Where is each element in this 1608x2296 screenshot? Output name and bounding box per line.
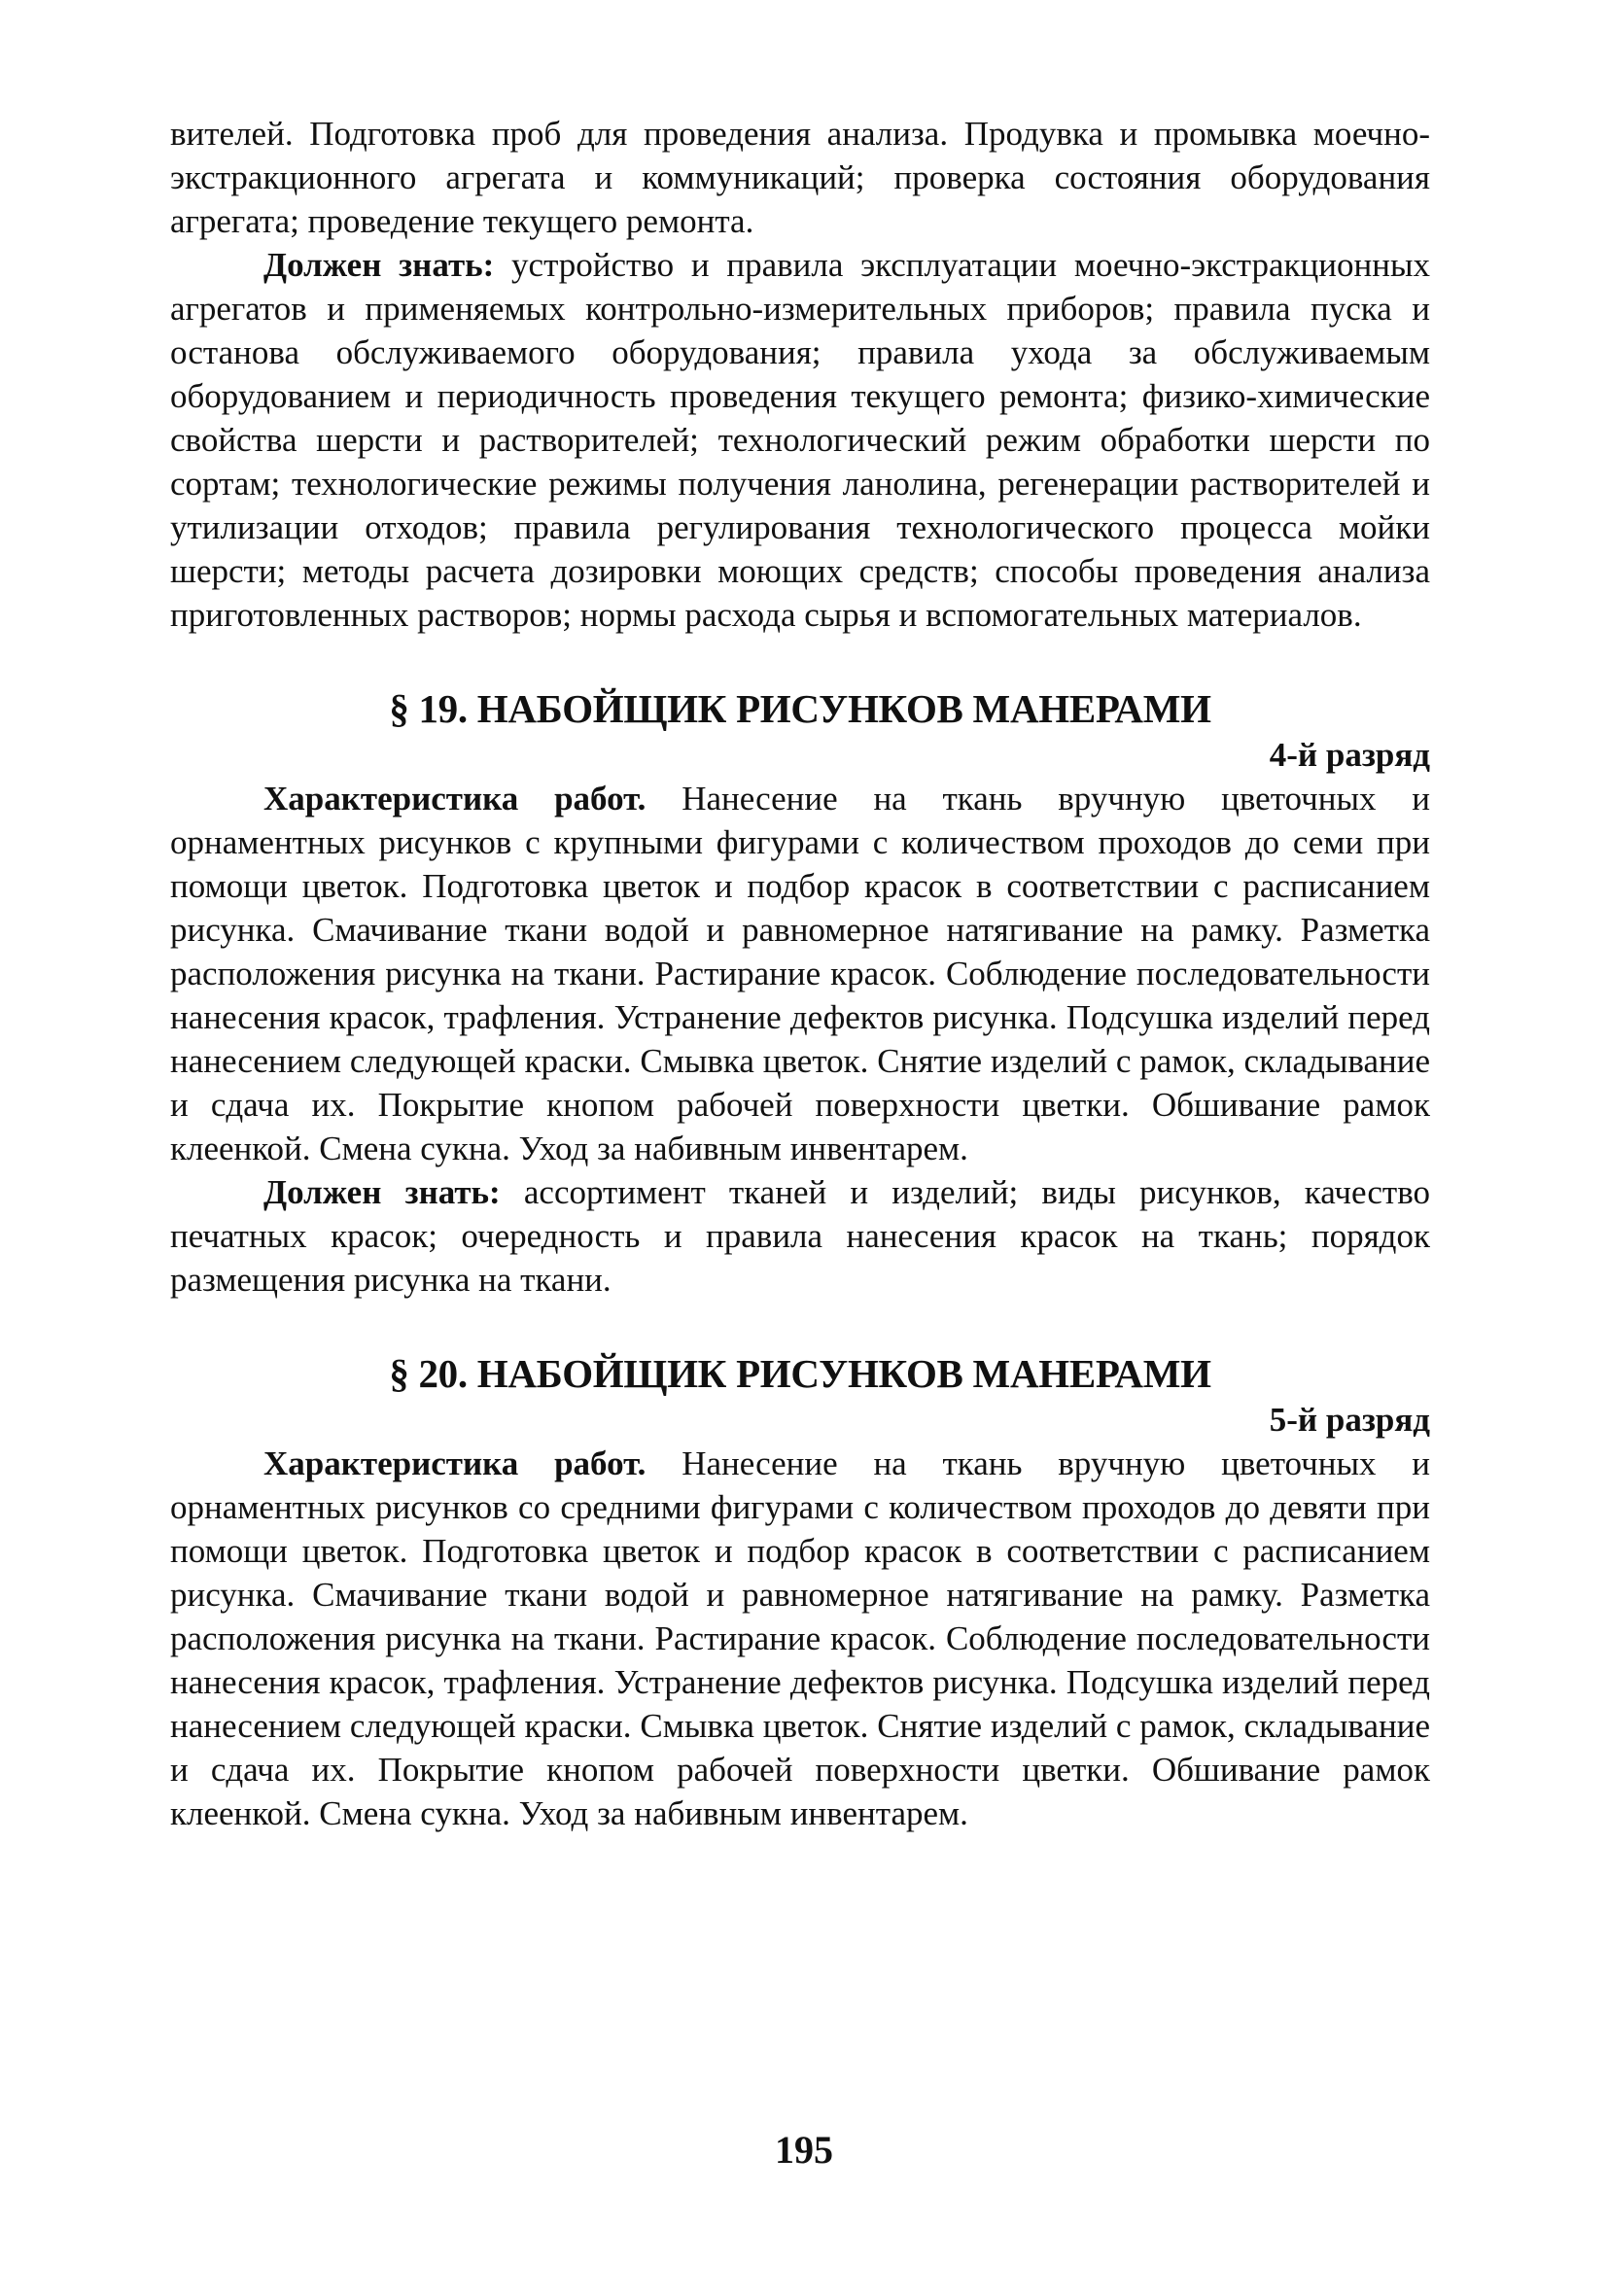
knowledge-text: устройство и правила эксплуатации моечно-экстракционных агрегатов и применяемых контрольно-измерительных приборов; правила пуска и останова обслуживаемого оборудования; правила ухода за обслуживаемым оборудованием и периодичность проведения текущего ремонта; физико-химические свойства шерсти и растворителей; технологический режим обработки шерсти по сортам; технологические режимы получения ланолина, регенерации растворителей и утилизации отходов; правила регулирования технологического процесса мойки шерсти; методы расчета дозировки моющих средств; способы проведения анализа приготовленных растворов; нормы расхода сырья и вспомогательных материалов. <box>170 246 1430 634</box>
characteristics-lead: Характеристика работ. <box>263 1444 647 1482</box>
grade-label: 5-й разряд <box>1269 1401 1430 1439</box>
knowledge-paragraph <box>170 1170 1430 1302</box>
characteristics-lead: Характеристика работ. <box>263 780 647 818</box>
knowledge-lead: Должен знать: <box>263 1173 501 1211</box>
characteristics-text: Нанесение на ткань вручную цветочных и орнаментных рисунков с крупными фигурами с количеством проходов до семи при помощи цветок. Подготовка цветок и подбор красок в соответствии с расписанием рисунка. Смачивание ткани водой и равномерное натягивание на рамку. Разметка расположения рисунка на ткани. Растирание красок. Соблюдение последовательности нанесения красок, трафления. Устранение дефектов рисунка. Подсушка изделий перед нанесением следующей краски. Смывка цветок. Снятие изделий с рамок, складывание и сдача их. Покрытие кнопом рабочей поверхности цветки. Обшивание рамок клеенкой. Смена сукна. Уход за набивным инвентарем. <box>170 780 1430 1167</box>
text-column <box>170 112 1430 1835</box>
intro-paragraph: вителей. Подготовка проб для проведения анализа. Продувка и промывка моечно-экстракционного агрегата и коммуникаций; проверка состояния оборудования агрегата; проведение текущего ремонта. <box>170 115 1430 240</box>
work-characteristics-paragraph <box>170 1442 1430 1835</box>
characteristics-text: Нанесение на ткань вручную цветочных и орнаментных рисунков со средними фигурами с количеством проходов до девяти при помощи цветок. Подготовка цветок и подбор красок в соответствии с расписанием рисунка. Смачивание ткани водой и равномерное натягивание на рамку. Разметка расположения рисунка на ткани. Растирание красок. Соблюдение последовательности нанесения красок, трафления. Устранение дефектов рисунка. Подсушка изделий перед нанесением следующей краски. Смывка цветок. Снятие изделий с рамок, складывание и сдача их. Покрытие кнопом рабочей поверхности цветки. Обшивание рамок клеенкой. Смена сукна. Уход за набивным инвентарем. <box>170 1444 1430 1832</box>
section-19 <box>170 683 1430 1302</box>
grade-label: 4-й разряд <box>1269 736 1430 774</box>
section-20 <box>170 1348 1430 1835</box>
intro-knowledge-paragraph <box>170 243 1430 637</box>
page-number: 195 <box>775 2128 833 2172</box>
work-characteristics-paragraph <box>170 777 1430 1170</box>
section-title: § 20. НАБОЙЩИК РИСУНКОВ МАНЕРАМИ <box>389 1351 1211 1396</box>
knowledge-lead: Должен знать: <box>263 246 495 284</box>
knowledge-text: ассортимент тканей и изделий; виды рисунков, качество печатных красок; очередность и правила нанесения красок на ткань; порядок размещения рисунка на ткани. <box>170 1173 1430 1299</box>
section-title: § 19. НАБОЙЩИК РИСУНКОВ МАНЕРАМИ <box>389 686 1211 731</box>
